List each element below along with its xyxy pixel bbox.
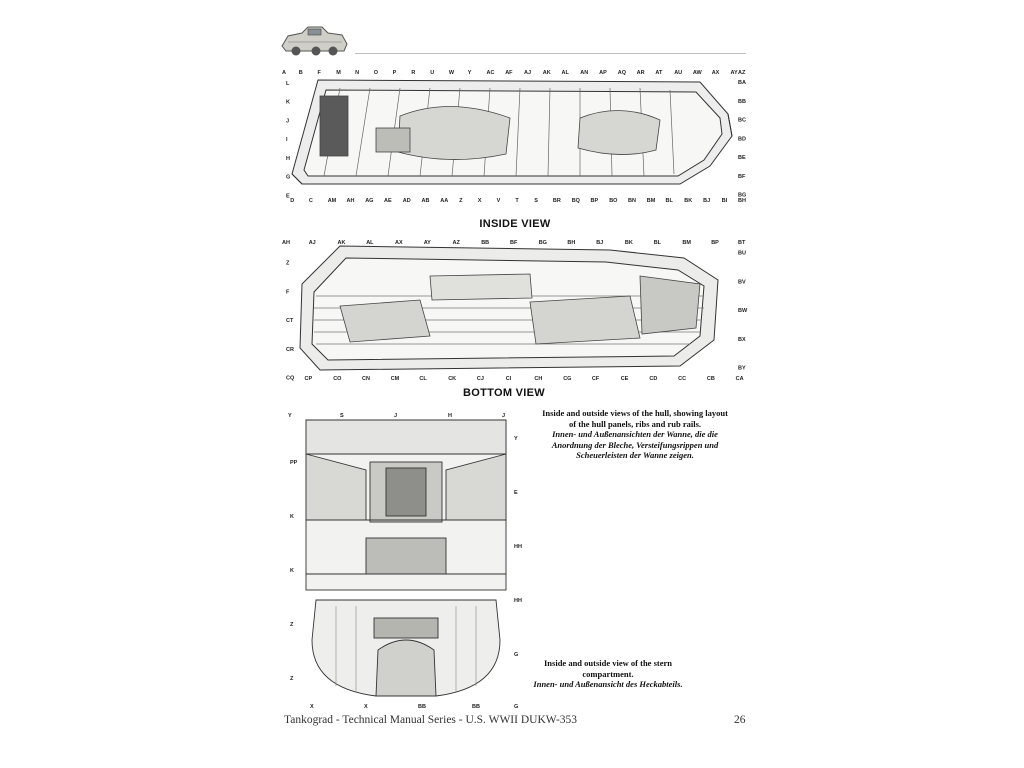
callout-label: BQ (571, 198, 580, 204)
callout-label: BW (738, 308, 748, 315)
callout-label: Z (286, 260, 290, 267)
callout-label: BT (738, 240, 746, 246)
callout-label: F (286, 289, 290, 296)
callout-label: BC (738, 117, 746, 124)
callout-label: HH (514, 598, 522, 604)
callout-label: CG (563, 376, 572, 382)
callout-label: BI (721, 198, 728, 204)
callout-label: AY (423, 240, 431, 246)
callout-label: CN (362, 376, 370, 382)
callout-label: AQ (617, 70, 627, 76)
callout-label: BK (624, 240, 633, 246)
callout-label: AX (395, 240, 403, 246)
callout-label: CR (286, 347, 294, 353)
callout-label: Z (459, 198, 463, 204)
stern-caption (533, 658, 683, 690)
callout-label: CL (419, 376, 427, 382)
callout-label: K (286, 99, 290, 106)
callout-label: AY (730, 70, 738, 76)
callout-label: AB (421, 198, 430, 204)
stern-compartment-drawing (286, 410, 526, 710)
callout-label: BM (646, 198, 656, 204)
hull-caption-english: Inside and outside views of the hull, showing layout of the hull panels, ribs and rub rails. (542, 408, 728, 429)
stern-outside-section (312, 600, 500, 696)
callout-label: BH (738, 198, 746, 204)
hull-bottom-view-drawing (280, 236, 750, 384)
callout-label: E (514, 490, 518, 496)
callout-label: U (430, 70, 435, 76)
footer-series-title: Tankograd - Technical Manual Series - U.S. WWII DUKW-353 (284, 714, 578, 726)
callout-label: CC (678, 376, 687, 382)
callout-label: CQ (286, 375, 295, 382)
callout-label: G (514, 704, 519, 710)
callout-label: CO (333, 376, 342, 382)
callout-label: S (340, 413, 344, 419)
hull-caption-german: Innen- und Außenansichten der Wanne, die die Anordnung der Bleche, Versteifungsrippen und Scheuerleisten der Wanne zeigen. (551, 429, 719, 460)
callout-label: BG (738, 192, 747, 199)
hull-inside-outline (292, 80, 732, 184)
callout-label: K (290, 514, 294, 520)
callout-label: K (290, 568, 294, 574)
hull-caption (540, 408, 730, 461)
callout-label: Y (467, 70, 472, 76)
callout-label: L (286, 80, 290, 87)
callout-label: AJ (308, 240, 316, 246)
callout-label: G (286, 174, 291, 181)
callout-label: BF (510, 240, 518, 246)
callout-label: BV (738, 279, 746, 286)
callout-label: CP (304, 376, 313, 382)
callout-label: BO (609, 198, 618, 204)
callout-label: AU (674, 70, 683, 76)
callout-label: X (364, 704, 368, 710)
callout-label: BR (552, 198, 561, 204)
callout-label: BG (538, 240, 547, 246)
callout-label: R (411, 70, 416, 76)
callout-label: N (355, 70, 360, 76)
callout-label: BY (738, 365, 746, 372)
callout-label: CI (505, 376, 512, 382)
stern-inside-section (306, 420, 506, 590)
callout-label: AK (542, 70, 551, 76)
callout-label: BL (665, 198, 673, 204)
callout-label: V (496, 198, 501, 204)
callout-label: J (394, 413, 398, 419)
callout-label: B (298, 70, 303, 76)
callout-label: AX (711, 70, 720, 76)
callout-label: E (286, 193, 290, 200)
bottom-view-title: BOTTOM VIEW (463, 387, 545, 399)
callout-label: J (502, 413, 506, 419)
callout-label: D (290, 198, 295, 204)
callout-label: BL (653, 240, 662, 246)
callout-label: X (477, 198, 482, 204)
callout-label: AZ (452, 240, 460, 246)
callout-label: M (336, 70, 341, 76)
footer-page-number: 26 (734, 714, 746, 726)
callout-label: AW (692, 70, 702, 76)
callout-label: P (392, 70, 397, 76)
stern-caption-german: Innen- und Außenansicht des Heckabteils. (533, 679, 683, 689)
callout-label: A (282, 70, 286, 76)
callout-label: BX (738, 336, 746, 343)
callout-label: X (310, 704, 314, 710)
callout-label: Z (290, 676, 294, 682)
callout-label: CM (390, 376, 400, 382)
callout-label: BB (481, 240, 490, 246)
callout-label: AZ (738, 70, 746, 76)
callout-label: AH (346, 198, 355, 204)
callout-label: BF (738, 173, 746, 180)
callout-label: BH (567, 240, 576, 246)
callout-label: F (317, 70, 321, 76)
callout-label: AH (282, 240, 290, 246)
callout-label: AJ (524, 70, 532, 76)
callout-label: CA (735, 376, 744, 382)
callout-label: AM (327, 198, 337, 204)
callout-label: O (373, 70, 379, 76)
callout-label: AK (337, 240, 346, 246)
callout-label: BK (684, 198, 693, 204)
callout-label: T (515, 198, 519, 204)
dukw-thumbnail-image (278, 20, 350, 60)
stern-caption-english: Inside and outside view of the stern compartment. (544, 658, 672, 679)
callout-label: BB (472, 704, 480, 710)
callout-label: CK (448, 376, 457, 382)
callout-label: BM (682, 240, 691, 246)
callout-label: BN (628, 198, 636, 204)
callout-label: BE (738, 155, 746, 162)
callout-label: AL (366, 240, 374, 246)
hull-inside-view-drawing (280, 66, 750, 206)
callout-label: CE (620, 376, 629, 382)
callout-label: Z (290, 622, 294, 628)
callout-label: AD (402, 198, 411, 204)
callout-label: Y (514, 436, 518, 442)
inside-view-title: INSIDE VIEW (479, 218, 551, 230)
callout-label: BJ (596, 240, 604, 246)
callout-label: AG (365, 198, 374, 204)
callout-label: BB (738, 98, 746, 105)
callout-label: G (514, 652, 519, 658)
callout-label: CF (591, 376, 600, 382)
callout-label: S (534, 198, 538, 204)
callout-label: AP (599, 70, 607, 76)
callout-label: CB (706, 376, 715, 382)
callout-label: H (286, 155, 290, 162)
callout-label: J (286, 118, 290, 125)
callout-label: PP (290, 460, 298, 466)
callout-label: AR (636, 70, 645, 76)
callout-label: AC (486, 70, 495, 76)
callout-label: AL (561, 70, 569, 76)
callout-label: W (448, 70, 455, 76)
callout-label: AF (505, 70, 513, 76)
callout-label: HH (514, 544, 522, 550)
callout-label: H (448, 413, 452, 419)
callout-label: BB (418, 704, 426, 710)
callout-label: BP (590, 198, 599, 204)
callout-label: AN (580, 70, 589, 76)
callout-label: BA (738, 80, 746, 86)
callout-label: BD (738, 136, 746, 143)
callout-label: BJ (703, 198, 711, 204)
callout-label: CH (534, 376, 543, 382)
callout-label: AE (384, 198, 392, 204)
callout-label: CJ (476, 376, 484, 382)
callout-label: Y (288, 413, 292, 419)
callout-label: C (308, 198, 313, 204)
callout-label: AA (440, 198, 449, 204)
header-rule (355, 53, 746, 54)
callout-label: I (286, 137, 288, 144)
callout-label: AT (655, 70, 663, 76)
callout-label: CD (649, 376, 658, 382)
callout-label: CT (286, 318, 294, 325)
callout-label: BU (738, 250, 746, 257)
callout-label: BP (711, 240, 719, 246)
